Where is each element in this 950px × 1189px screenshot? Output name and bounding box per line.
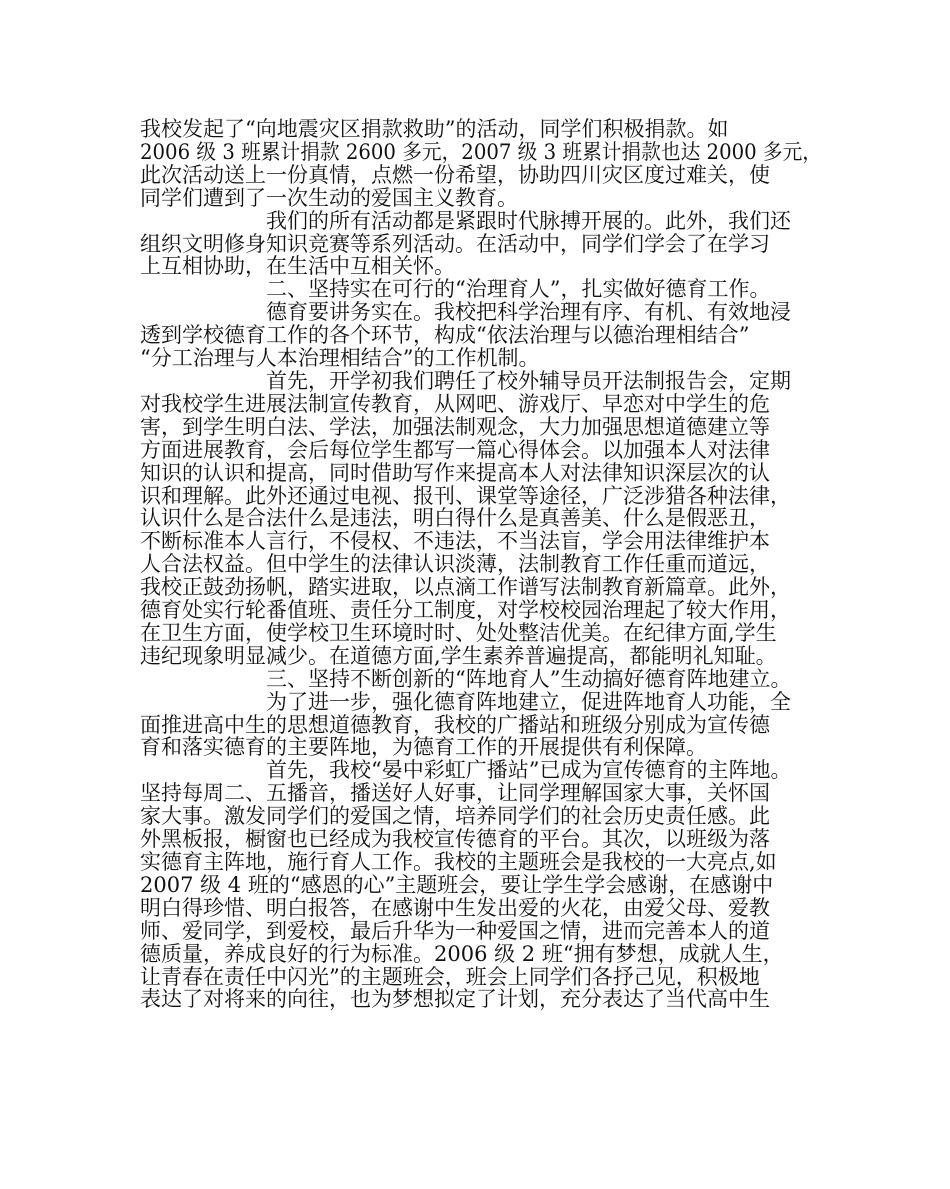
paragraph	[140, 759, 822, 1011]
text-line: 育和落实德育的主要阵地，为德育工作的开展提供有利保障。	[140, 735, 707, 760]
text-line: 我校正鼓劲扬帆，踏实进取，以点滴工作谱写法制教育新篇章。此外，	[140, 575, 791, 600]
paragraph	[140, 668, 822, 691]
text-line: 认识什么是合法什么是违法，明白得什么是真善美、什么是假恶丑，	[140, 506, 770, 531]
paragraph	[140, 691, 822, 760]
text-line: 德质量，养成良好的行为标准。2006 级 2 班“拥有梦想，成就人生，	[140, 941, 784, 966]
text-line: 2007 级 4 班的“感恩的心”主题班会，要让学生学会感谢，在感谢中	[140, 872, 774, 897]
text-line: 三、坚持不断创新的“阵地育人”生动搞好德育阵地建立。	[266, 666, 792, 691]
text-line: 家大事。激发同学们的爱国之情，培养同学们的社会历史责任感。此	[140, 804, 770, 829]
text-line: 让青春在责任中闪光”的主题班会，班会上同学们各抒己见，积极地	[140, 964, 760, 989]
text-line: 透到学校德育工作的各个环节，构成“依法治理与以德治理相结合”	[140, 323, 750, 348]
text-line: 为了进一步，强化德育阵地建立，促进阵地育人功能，全	[266, 689, 791, 714]
text-line: 我校发起了“向地震灾区捐款救助”的活动，同学们积极捐款。如	[140, 117, 729, 141]
text-line: 不断标准本人言行，不侵权、不违法，不当法盲，学会用法律维护本	[140, 529, 770, 554]
paragraph	[140, 301, 822, 370]
text-line: 2006 级 3 班累计捐款 2600 多元，2007 级 3 班累计捐款也达 2000 多元，	[140, 139, 822, 164]
paragraph	[140, 370, 822, 668]
text-line: 实德育主阵地，施行育人工作。我校的主题班会是我校的一大亮点,如	[140, 850, 777, 874]
paragraph	[140, 118, 822, 210]
text-line: 组织文明修身知识竞赛等系列活动。在活动中，同学们学会了在学习	[140, 231, 770, 256]
text-line: 在卫生方面，使学校卫生环境时时、处处整洁优美。在纪律方面,学生	[140, 620, 777, 645]
text-line: 我们的所有活动都是紧跟时代脉搏开展的。此外，我们还	[266, 208, 791, 233]
text-line: 表达了对将来的向往，也为梦想拟定了计划，充分表达了当代高中生	[140, 987, 770, 1012]
paragraph	[140, 210, 822, 279]
text-line: 首先，开学初我们聘任了校外辅导员开法制报告会，定期	[266, 368, 791, 393]
text-line: 外黑板报，橱窗也已经成为我校宣传德育的平台。其次，以班级为落	[140, 827, 770, 852]
text-line: 德育要讲务实在。我校把科学治理有序、有机、有效地浸	[266, 300, 791, 325]
text-line: 知识的认识和提高，同时借助写作来提高本人对法律知识深层次的认	[140, 460, 770, 485]
text-line: 首先，我校“晏中彩虹广播站”已成为宣传德育的主阵地。	[266, 758, 792, 783]
document-body	[140, 118, 822, 1011]
text-line: 对我校学生进展法制宣传教育，从网吧、游戏厅、早恋对中学生的危	[140, 391, 770, 416]
text-line: 此次活动送上一份真情，点燃一份希望，协助四川灾区度过难关，使	[140, 162, 770, 187]
text-line: 同学们遭到了一次生动的爱国主义教育。	[140, 185, 518, 210]
text-line: 面推进高中生的思想道德教育，我校的广播站和班级分别成为宣传德	[140, 712, 770, 737]
text-line: 识和理解。此外还通过电视、报刊、课堂等途径，广泛涉猎各种法律，	[140, 483, 791, 508]
text-line: 上互相协助，在生活中互相关怀。	[140, 254, 455, 279]
text-line: 师、爱同学，到爱校，最后升华为一种爱国之情，进而完善本人的道	[140, 918, 770, 943]
text-line: 害，到学生明白法、学法，加强法制观念，大力加强思想道德建立等	[140, 414, 770, 439]
text-line: “分工治理与人本治理相结合”的工作机制。	[140, 346, 540, 371]
text-line: 二、坚持实在可行的“治理育人”，扎实做好德育工作。	[266, 277, 771, 302]
text-line: 明白得珍惜、明白报答，在感谢中生发出爱的火花，由爱父母、爱教	[140, 895, 770, 920]
paragraph	[140, 278, 822, 301]
text-line: 坚持每周二、五播音，播送好人好事，让同学理解国家大事，关怀国	[140, 781, 770, 806]
text-line: 人合法权益。但中学生的法律认识淡薄，法制教育工作任重而道远，	[140, 552, 770, 577]
text-line: 方面进展教育，会后每位学生都写一篇心得体会。以加强本人对法律	[140, 437, 770, 462]
text-line: 违纪现象明显减少。在道德方面,学生素养普遍提高，都能明礼知耻。	[140, 643, 777, 668]
text-line: 德育处实行轮番值班、责任分工制度，对学校校园治理起了较大作用，	[140, 598, 791, 623]
